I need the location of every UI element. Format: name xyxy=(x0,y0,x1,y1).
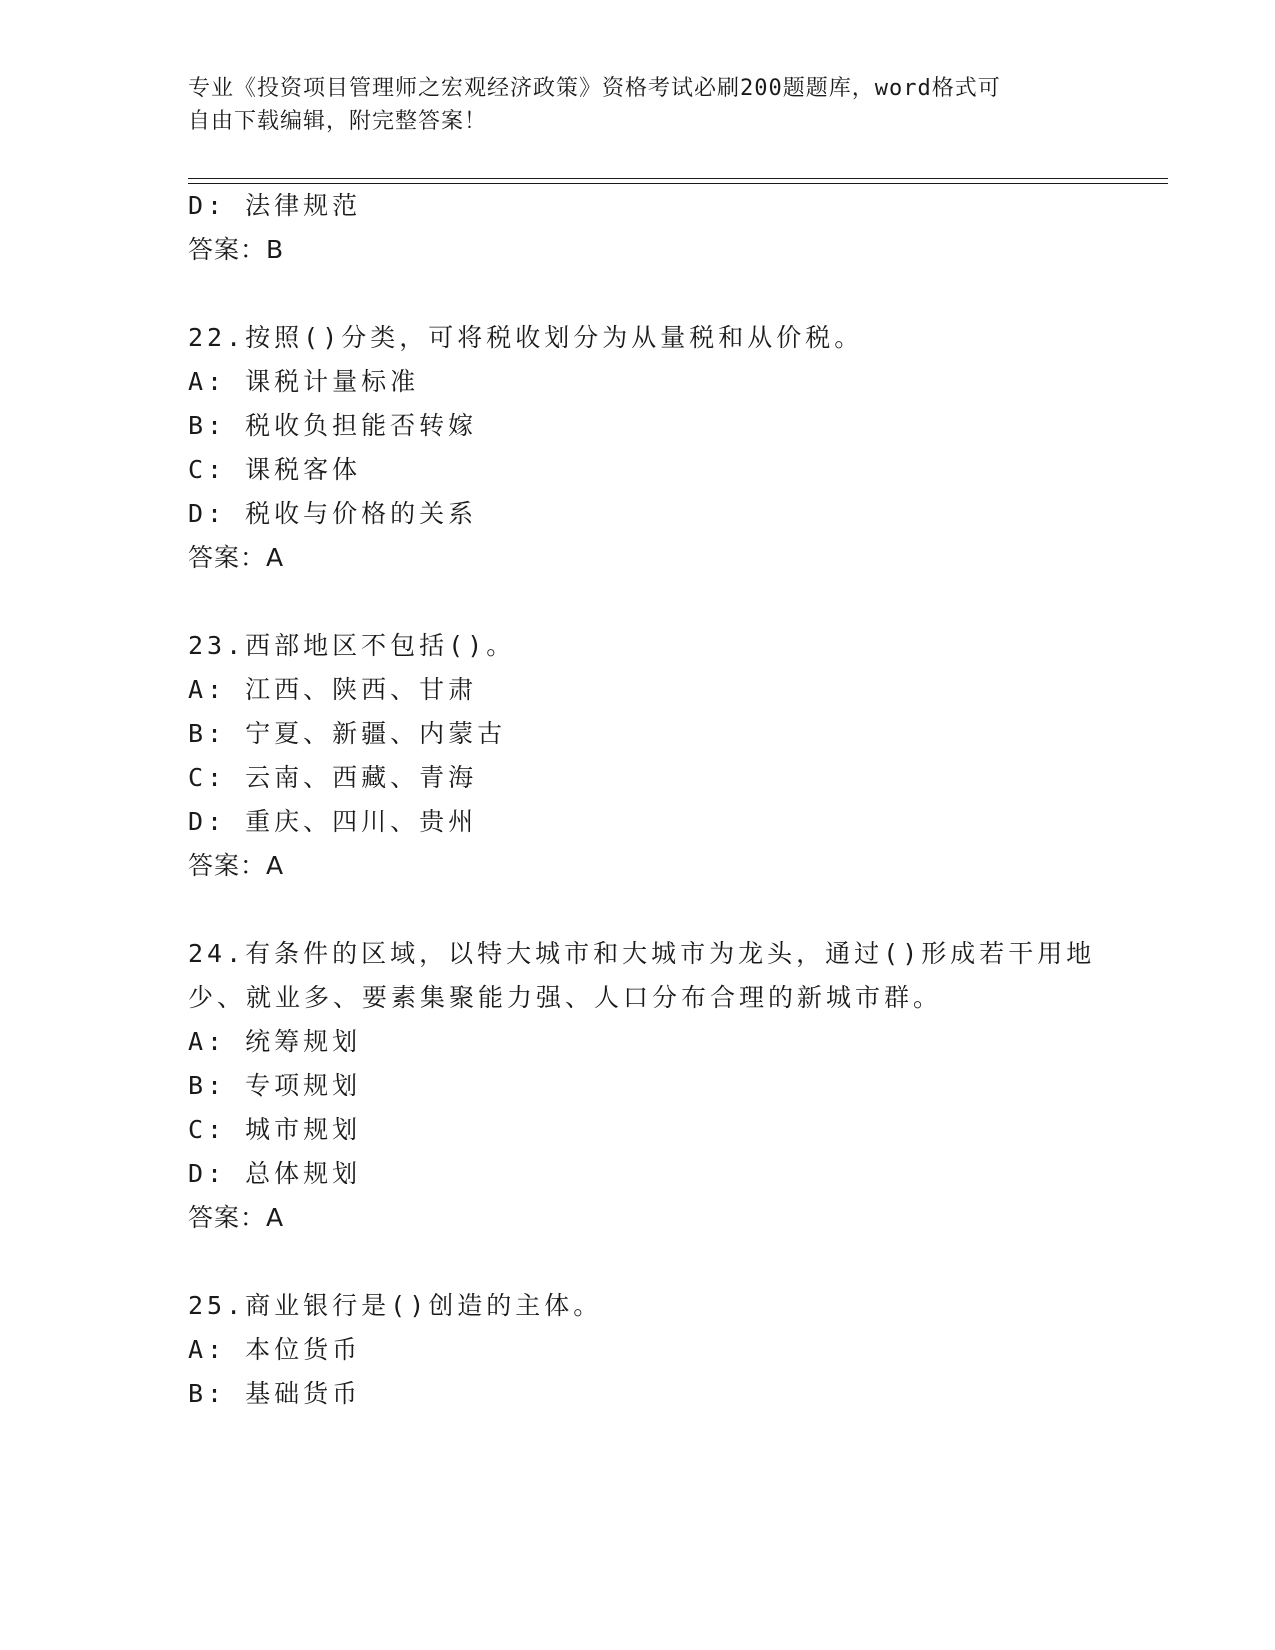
question-stem: 23.西部地区不包括()。 xyxy=(188,631,516,660)
option-a: A: 本位货币 xyxy=(188,1335,362,1364)
option-a: A: 统筹规划 xyxy=(188,1027,362,1056)
option-b: B: 税收负担能否转嫁 xyxy=(188,411,478,440)
header-divider-bottom xyxy=(188,183,1168,184)
option-c: C: 课税客体 xyxy=(188,455,362,484)
option-b: B: 宁夏、新疆、内蒙古 xyxy=(188,719,507,748)
question-stem-line-1: 24.有条件的区域，以特大城市和大城市为龙头，通过()形成若干用地 xyxy=(188,939,1096,968)
header-line-2: 自由下载编辑，附完整答案！ xyxy=(188,109,488,134)
option-b: B: 基础货币 xyxy=(188,1379,362,1408)
answer: 答案：A xyxy=(188,1203,285,1232)
option-d: D: 税收与价格的关系 xyxy=(188,499,478,528)
option-c: C: 城市规划 xyxy=(188,1115,362,1144)
option-d: D: 法律规范 xyxy=(188,191,362,220)
option-d: D: 总体规划 xyxy=(188,1159,362,1188)
option-c: C: 云南、西藏、青海 xyxy=(188,763,478,792)
question-stem: 22.按照()分类，可将税收划分为从量税和从价税。 xyxy=(188,323,864,352)
option-a: A: 课税计量标准 xyxy=(188,367,420,396)
question-stem-line-2: 少、就业多、要素集聚能力强、人口分布合理的新城市群。 xyxy=(188,983,943,1012)
header-divider-top xyxy=(188,178,1168,179)
option-b: B: 专项规划 xyxy=(188,1071,362,1100)
document-header xyxy=(188,72,1068,138)
option-d: D: 重庆、四川、贵州 xyxy=(188,807,478,836)
answer: 答案：B xyxy=(188,235,285,264)
header-line-1: 专业《投资项目管理师之宏观经济政策》资格考试必刷200题题库，word格式可 xyxy=(188,76,1001,101)
question-stem: 25.商业银行是()创造的主体。 xyxy=(188,1291,603,1320)
answer: 答案：A xyxy=(188,851,285,880)
answer: 答案：A xyxy=(188,543,285,572)
option-a: A: 江西、陕西、甘肃 xyxy=(188,675,478,704)
